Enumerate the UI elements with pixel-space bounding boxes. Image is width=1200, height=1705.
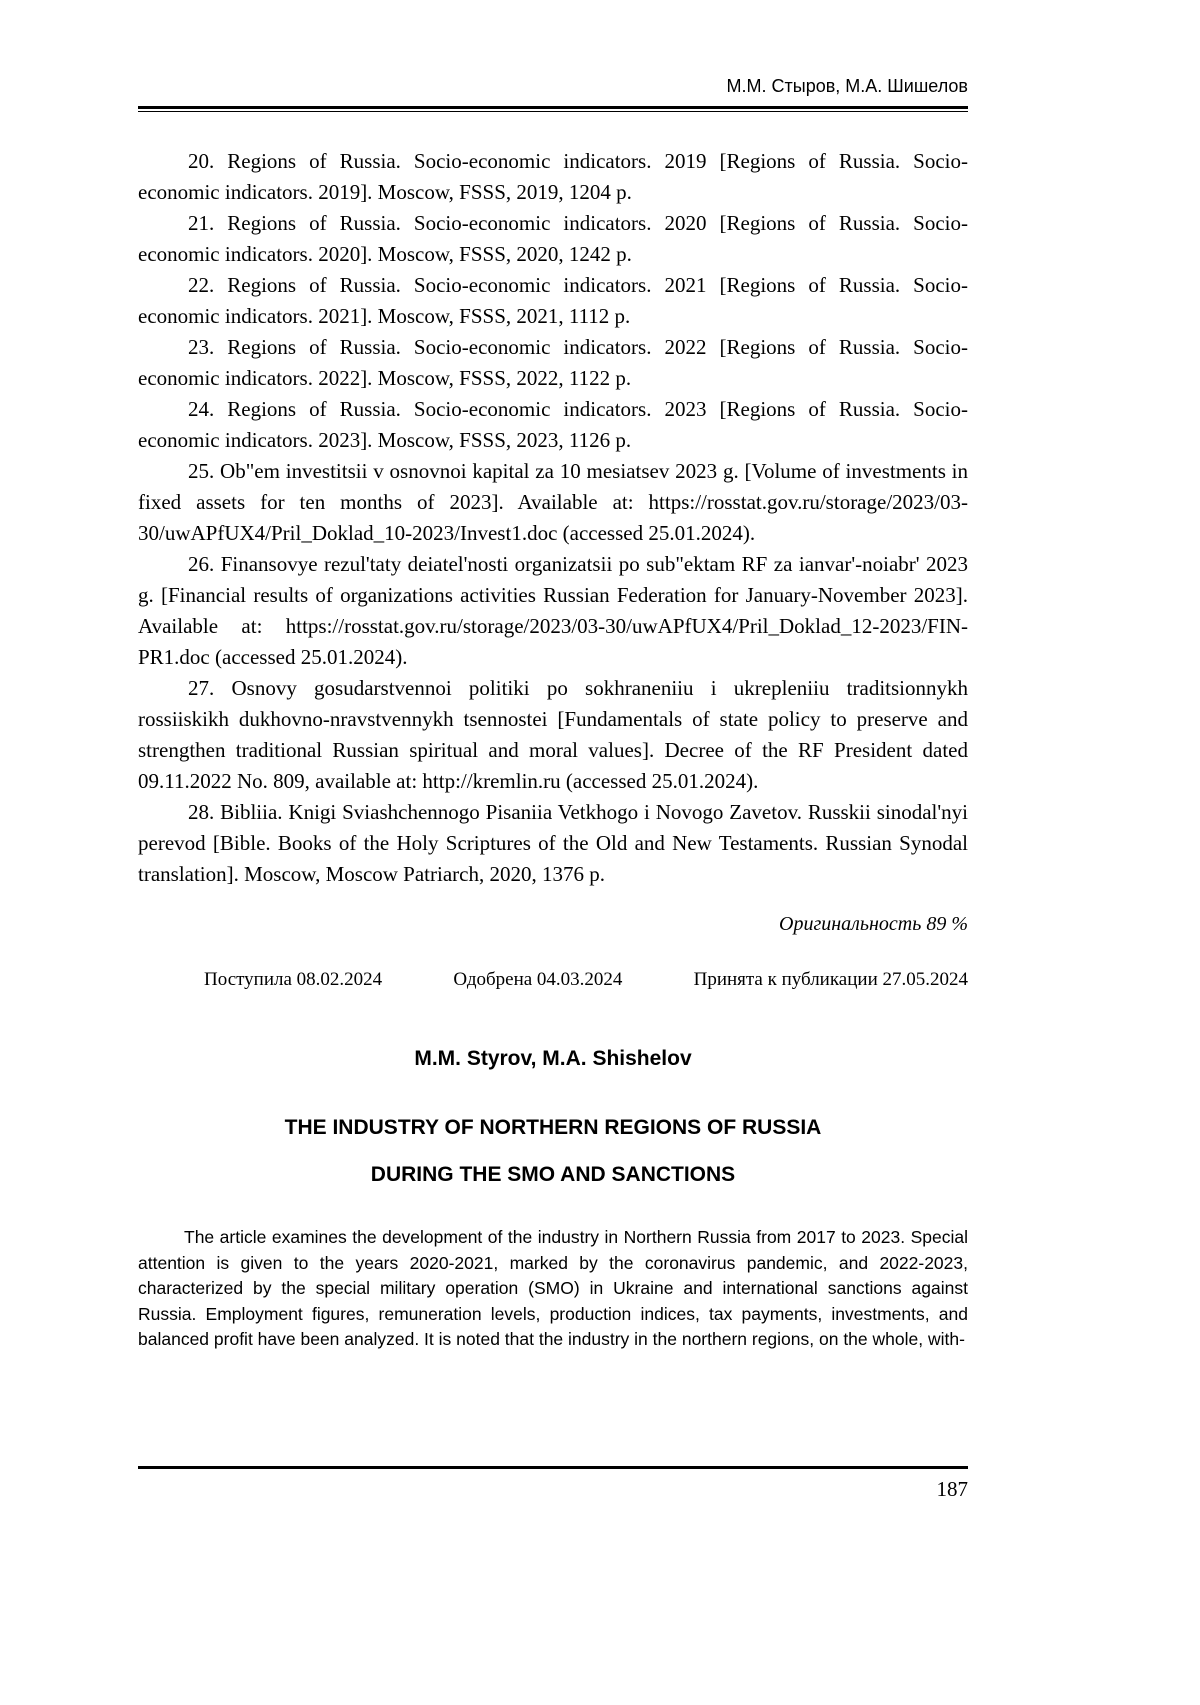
references-section xyxy=(138,146,968,890)
reference-item: 26. Finansovye rezul'taty deiatel'nosti organizatsii po sub"ektam RF za ianvar'-noiabr' 2023 g. [Financial results of organizations activities Russian Federation for January-November 2023]. Available at: https://rosstat.gov.ru/storage/2023/03-30/uwAPfUX4/Pril_Doklad_12-2023/FIN-PR1.doc (accessed 25.01.2024). xyxy=(138,552,968,669)
accepted-date: Принята к публикации 27.05.2024 xyxy=(693,969,968,990)
running-head-authors: М.М. Стыров, М.А. Шишелов xyxy=(726,76,968,96)
reference-item: 28. Bibliia. Knigi Sviashchennogo Pisaniia Vetkhogo i Novogo Zavetov. Russkii sinodal'nyi perevod [Bible. Books of the Holy Scriptures of the Old and New Testaments. Russian Synodal translation]. Moscow, Moscow Patriarch, 2020, 1376 p. xyxy=(138,800,968,886)
approved-date: Одобрена 04.03.2024 xyxy=(453,969,623,990)
reference-item: 23. Regions of Russia. Socio-economic indicators. 2022 [Regions of Russia. Socio-economic indicators. 2022]. Moscow, FSSS, 2022, 1122 p. xyxy=(138,335,968,390)
page-body xyxy=(138,146,968,1353)
header-rule xyxy=(138,106,968,112)
received-date: Поступила 08.02.2024 xyxy=(204,969,383,990)
dates-row xyxy=(138,968,968,992)
originality-note: Оригинальность 89 % xyxy=(779,913,968,935)
article-title-line1: THE INDUSTRY OF NORTHERN REGIONS OF RUSSIA xyxy=(284,1116,822,1139)
article-title-line2: DURING THE SMO AND SANCTIONS xyxy=(370,1163,736,1186)
article-authors: M.M. Styrov, M.A. Shishelov xyxy=(414,1047,692,1070)
reference-item: 22. Regions of Russia. Socio-economic indicators. 2021 [Regions of Russia. Socio-economic indicators. 2021]. Moscow, FSSS, 2021, 1112 p. xyxy=(138,273,968,328)
reference-item: 21. Regions of Russia. Socio-economic indicators. 2020 [Regions of Russia. Socio-economic indicators. 2020]. Moscow, FSSS, 2020, 1242 p. xyxy=(138,211,968,266)
abstract-text: The article examines the development of the industry in Northern Russia from 2017 to 2023. Special attention is given to the years 2020-2021, marked by the coronavirus pandemic, and 2022-2023, characterized by the special military operation (SMO) in Ukraine and international sanctions against Russia. Employment figures, remuneration levels, production indices, tax payments, investments, and balanced profit have been analyzed. It is noted that the industry in the northern regions, on the whole, with- xyxy=(138,1227,968,1349)
reference-item: 25. Ob"em investitsii v osnovnoi kapital za 10 mesiatsev 2023 g. [Volume of investments in fixed assets for ten months of 2023]. Available at: https://rosstat.gov.ru/storage/2023/03-30/uwAPfUX4/Pril_Doklad_10-2023/Invest1.doc (accessed 25.01.2024). xyxy=(138,459,968,545)
article-heading-section xyxy=(138,1046,968,1187)
reference-item: 24. Regions of Russia. Socio-economic indicators. 2023 [Regions of Russia. Socio-economic indicators. 2023]. Moscow, FSSS, 2023, 1126 p. xyxy=(138,397,968,452)
page-header xyxy=(138,76,968,112)
reference-item: 27. Osnovy gosudarstvennoi politiki po sokhraneniiu i ukrepleniiu traditsionnykh rossiiskikh dukhovno-nravstvennykh tsennostei [Fundamentals of state policy to preserve and strengthen traditional Russian spiritual and moral values]. Decree of the RF President dated 09.11.2022 No. 809, available at: http://kremlin.ru (accessed 25.01.2024). xyxy=(138,676,968,793)
page-footer xyxy=(138,1466,968,1502)
reference-item: 20. Regions of Russia. Socio-economic indicators. 2019 [Regions of Russia. Socio-economic indicators. 2019]. Moscow, FSSS, 2019, 1204 p. xyxy=(138,149,968,204)
page-number: 187 xyxy=(936,1477,968,1501)
footer-rule xyxy=(138,1466,968,1469)
